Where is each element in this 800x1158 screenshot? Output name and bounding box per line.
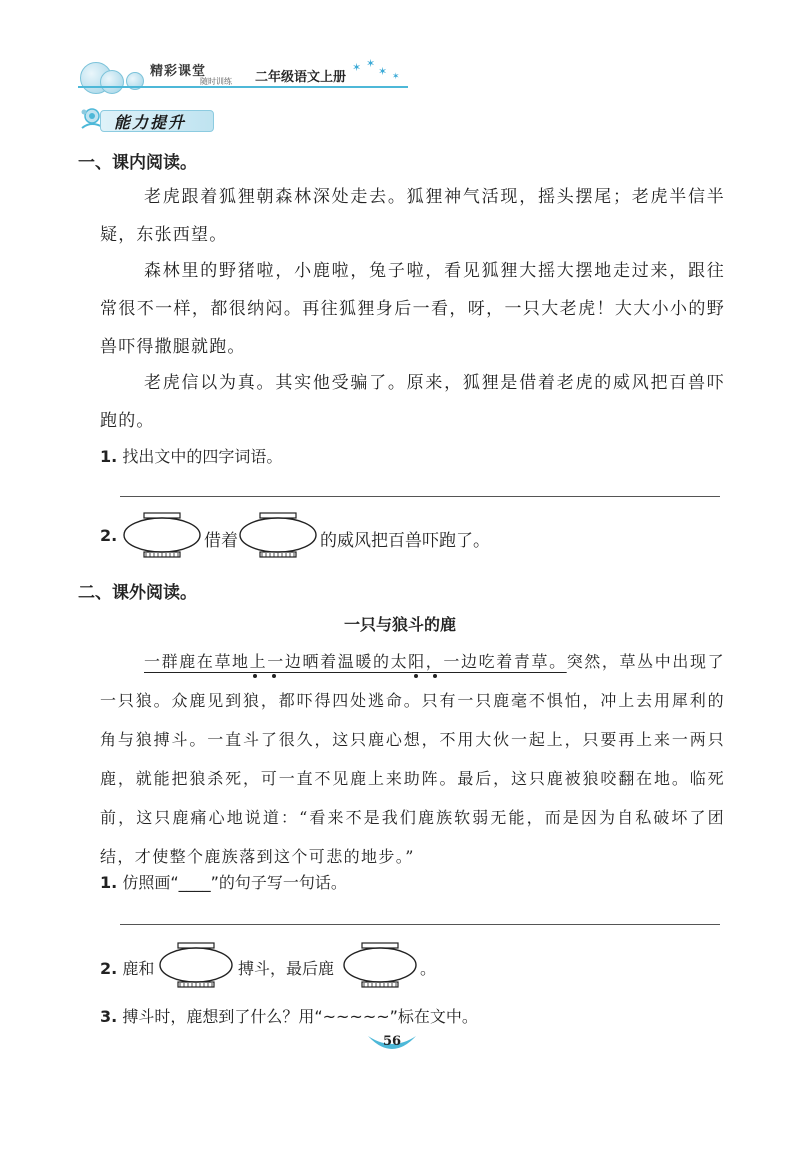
emphasis-dot xyxy=(272,674,276,678)
header-rule xyxy=(78,86,408,88)
section1-heading: 一、课内阅读。 xyxy=(78,153,197,173)
answer-line[interactable] xyxy=(120,924,720,925)
emphasis-dot xyxy=(433,674,437,678)
section1-paragraph-2: 森林里的野猪啦，小鹿啦，兔子啦，看见狐狸大摇大摆地走过来，跟往常很不一样，都很纳闷。再往狐狸身后一看，呀，一只大老虎！大大小小的野兽吓得撒腿就跑。 xyxy=(100,261,725,357)
question-mid-text: 借着 xyxy=(204,531,238,551)
question-pre: 仿照画“ xyxy=(122,873,179,892)
question-post: ”标在文中。 xyxy=(389,1007,478,1026)
section2-question-3: 3. 搏斗时，鹿想到了什么？用“~~~~~”标在文中。 xyxy=(100,1007,478,1026)
question-end-text: 。 xyxy=(420,959,437,978)
star-icon: ✶ xyxy=(352,61,362,74)
lantern-answer-box[interactable] xyxy=(238,512,318,558)
page-number: 56 xyxy=(382,1034,402,1049)
header-brand-sub: 随时训练 xyxy=(200,77,232,86)
star-icon: ✶ xyxy=(366,57,376,70)
section1-paragraph-3: 老虎信以为真。其实他受骗了。原来，狐狸是借着老虎的威风把百兽吓跑的。 xyxy=(100,373,725,431)
section2-question-2: 2. 鹿和 xyxy=(100,959,155,978)
underline-mark: ____ xyxy=(178,873,211,892)
question-number: 1 xyxy=(100,447,112,466)
question-pre: 鹿和 xyxy=(122,959,155,978)
emphasis-dot xyxy=(253,674,257,678)
underlined-sentence: 一群鹿在草地上一边晒着温暖的太阳，一边吃着青草。 xyxy=(144,652,567,671)
emphasis-dot xyxy=(414,674,418,678)
section-banner xyxy=(78,106,218,132)
question-pre: 搏斗时，鹿想到了什么？用“ xyxy=(122,1007,323,1026)
question-number: 1 xyxy=(100,873,112,892)
lantern-answer-box[interactable] xyxy=(158,942,234,988)
wavy-mark: ~~~~~ xyxy=(322,1007,390,1026)
star-icon: ✶ xyxy=(392,72,400,82)
question-number: 3 xyxy=(100,1007,112,1026)
story-title: 一只与狼斗的鹿 xyxy=(343,615,456,634)
header-decor-circle-medium xyxy=(100,70,124,94)
section2-heading: 二、课外阅读。 xyxy=(78,583,197,603)
star-icon: ✶ xyxy=(378,65,388,78)
banner-label: 能力提升 xyxy=(114,113,187,132)
paragraph-rest: 突然，草丛中出现了一只狼。众鹿见到狼，都吓得四处逃命。只有一只鹿毫不惧怕，冲上去用犀利的角与狼搏斗。一直斗了很久，这只鹿心想，不用大伙一起上，只要再上来一两只鹿，就能把狼杀死，可一直不见鹿上来助阵。最后，这只鹿被狼咬翻在地。临死前，这只鹿痛心地说道：“看来不是我们鹿族软弱无能，而是因为自私破坏了团结，才使整个鹿族落到这个可悲的地步。” xyxy=(100,652,725,866)
section1-question-1: 1. 找出文中的四字词语。 xyxy=(100,447,283,466)
question-mid-text: 搏斗，最后鹿 xyxy=(238,959,335,978)
question-number: 2 xyxy=(100,959,112,978)
section1-paragraph-1: 老虎跟着狐狸朝森林深处走去。狐狸神气活现，摇头摆尾；老虎半信半疑，东张西望。 xyxy=(100,187,725,245)
header-grade: 二年级语文上册 xyxy=(255,70,347,85)
question-post: ”的句子写一句话。 xyxy=(210,873,347,892)
section2-question-1: 1. 仿照画“____”的句子写一句话。 xyxy=(100,873,347,892)
question-number: 2 xyxy=(100,526,112,545)
header-brand: 精彩课堂 xyxy=(150,64,207,79)
lantern-answer-box[interactable] xyxy=(122,512,202,558)
section2-paragraph xyxy=(100,642,725,876)
lantern-answer-box[interactable] xyxy=(342,942,418,988)
page-number-badge xyxy=(366,1032,418,1056)
answer-line[interactable] xyxy=(120,496,720,497)
section1-question-2: 2. xyxy=(100,526,118,545)
question-text: 找出文中的四字词语。 xyxy=(122,447,283,466)
question-end-text: 的威风把百兽吓跑了。 xyxy=(320,531,490,551)
